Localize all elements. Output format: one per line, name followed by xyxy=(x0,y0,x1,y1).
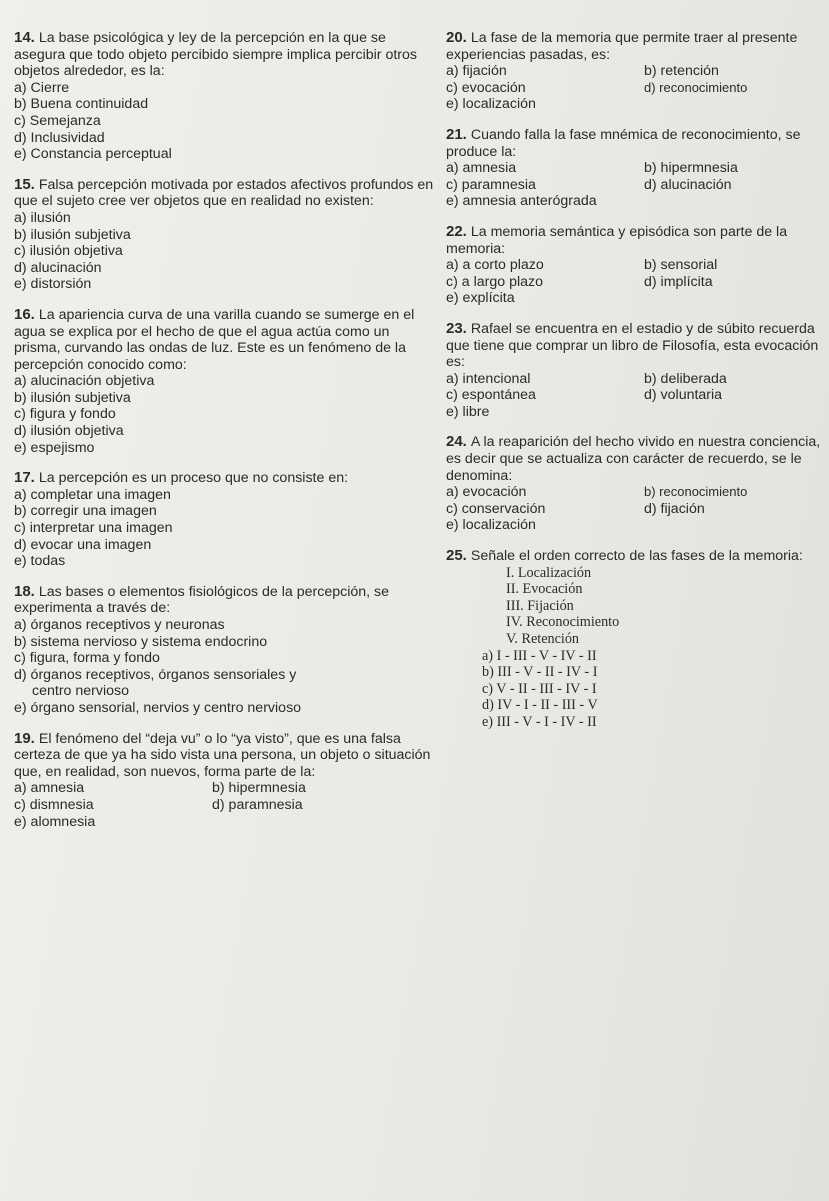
option-a[interactable]: a) amnesia xyxy=(446,160,517,177)
option-a[interactable]: a) fijación xyxy=(446,63,507,80)
option-c[interactable]: c) conservación xyxy=(446,500,546,517)
question-stem: La percepción es un proceso que no consiste en: xyxy=(38,470,349,487)
option-d[interactable]: d) ilusión objetiva xyxy=(14,423,124,440)
option-c[interactable]: c) dismnesia xyxy=(14,796,94,813)
options xyxy=(446,648,824,731)
question-stem: El fenómeno del “deja vu” o lo “ya visto”, que es una falsa certeza de que ya ha sido vista una persona, un objeto o situación que, en realidad, son nuevos, forma parte de la: xyxy=(14,730,431,780)
right-column xyxy=(446,30,824,745)
option-b[interactable]: b) ilusión subjetiva xyxy=(14,389,131,406)
phase-item: I. Localización xyxy=(506,564,592,581)
option-e[interactable]: e) localización xyxy=(446,517,536,534)
question-24 xyxy=(446,434,824,534)
option-d[interactable]: d) alucinación xyxy=(644,176,732,193)
question-number: 24. xyxy=(446,433,467,451)
question-stem: Cuando falla la fase mnémica de reconocimiento, se produce la: xyxy=(446,126,801,160)
option-b[interactable]: b) hipermnesia xyxy=(644,160,738,177)
option-e[interactable]: e) Constancia perceptual xyxy=(14,146,172,163)
option-e[interactable]: e) todas xyxy=(14,553,66,570)
phase-item: IV. Reconocimiento xyxy=(506,614,620,631)
option-b[interactable]: b) III - V - II - IV - I xyxy=(482,664,598,681)
option-e[interactable]: e) alomnesia xyxy=(14,813,96,830)
question-number: 15. xyxy=(14,175,35,193)
question-stem: Las bases o elementos fisiológicos de la percepción, se experimenta a través de: xyxy=(14,583,390,617)
option-b[interactable]: b) sensorial xyxy=(644,257,718,274)
option-e[interactable]: e) III - V - I - IV - II xyxy=(482,713,597,730)
question-stem: La memoria semántica y episódica son parte de la memoria: xyxy=(446,223,788,257)
option-a[interactable]: a) Cierre xyxy=(14,79,70,96)
question-stem: Rafael se encuentra en el estadio y de súbito recuerda que tiene que comprar un libro de Filosofía, esta evocación es: xyxy=(446,320,819,371)
option-b[interactable]: b) sistema nervioso y sistema endocrino xyxy=(14,633,268,650)
option-e[interactable]: e) órgano sensorial, nervios y centro nervioso xyxy=(14,699,302,716)
question-stem: La base psicológica y ley de la percepción en la que se asegura que todo objeto percibido siempre implica percibir otros objetos alrededor, es la: xyxy=(14,30,417,80)
option-c[interactable]: c) interpretar una imagen xyxy=(14,520,173,537)
options xyxy=(446,63,824,113)
option-e[interactable]: e) distorsión xyxy=(14,276,92,293)
options xyxy=(446,484,824,534)
option-d[interactable]: d) implícita xyxy=(644,273,713,290)
question-number: 20. xyxy=(446,29,467,46)
phase-item: V. Retención xyxy=(506,631,580,647)
question-22 xyxy=(446,224,824,307)
question-14 xyxy=(14,30,434,163)
question-number: 21. xyxy=(446,125,467,143)
option-b[interactable]: b) hipermnesia xyxy=(212,780,306,797)
options xyxy=(446,371,824,421)
question-25 xyxy=(446,548,824,731)
phase-list xyxy=(446,565,824,648)
question-number: 23. xyxy=(446,319,467,337)
options xyxy=(14,617,434,717)
option-b[interactable]: b) retención xyxy=(644,63,719,80)
option-d[interactable]: d) IV - I - II - III - V xyxy=(482,697,598,714)
option-c[interactable]: c) ilusión objetiva xyxy=(14,243,123,260)
option-c[interactable]: c) paramnesia xyxy=(446,176,536,193)
option-a[interactable]: a) alucinación objetiva xyxy=(14,373,155,390)
question-17 xyxy=(14,470,434,570)
option-a[interactable]: a) órganos receptivos y neuronas xyxy=(14,617,225,633)
option-d[interactable]: d) reconocimiento xyxy=(644,79,748,95)
options xyxy=(14,487,434,570)
option-e[interactable]: e) amnesia anterógrada xyxy=(446,193,597,210)
option-c[interactable]: c) Semejanza xyxy=(14,112,101,129)
option-a[interactable]: a) intencional xyxy=(446,370,531,387)
option-c[interactable]: c) figura y fondo xyxy=(14,406,116,423)
option-b[interactable]: b) reconocimiento xyxy=(644,484,748,500)
question-number: 25. xyxy=(446,547,467,565)
question-number: 19. xyxy=(14,729,35,747)
option-b[interactable]: b) deliberada xyxy=(644,370,727,387)
option-d[interactable]: d) Inclusividad xyxy=(14,129,105,146)
option-d[interactable]: d) fijación xyxy=(644,500,705,517)
option-c[interactable]: c) V - II - III - IV - I xyxy=(482,680,597,697)
option-d-continuation[interactable]: centro nervioso xyxy=(32,683,129,700)
question-15 xyxy=(14,177,434,293)
option-c[interactable]: c) figura, forma y fondo xyxy=(14,650,160,667)
option-a[interactable]: a) a corto plazo xyxy=(446,257,544,274)
question-number: 17. xyxy=(14,469,35,487)
option-d[interactable]: d) alucinación xyxy=(14,259,102,276)
option-d[interactable]: d) órganos receptivos, órganos sensoriales y xyxy=(14,666,297,683)
option-e[interactable]: e) localización xyxy=(446,96,536,113)
option-b[interactable]: b) Buena continuidad xyxy=(14,96,149,113)
option-c[interactable]: c) evocación xyxy=(446,79,526,96)
question-number: 14. xyxy=(14,29,35,46)
option-a[interactable]: a) I - III - V - IV - II xyxy=(482,647,597,664)
options xyxy=(14,780,434,830)
question-20 xyxy=(446,30,824,113)
question-23 xyxy=(446,321,824,421)
option-d[interactable]: d) evocar una imagen xyxy=(14,536,152,553)
option-e[interactable]: e) libre xyxy=(446,403,490,420)
question-stem: Falsa percepción motivada por estados afectivos profundos en que el sujeto cree ver objetos que en realidad no existen: xyxy=(14,176,434,210)
options xyxy=(446,160,824,210)
left-column xyxy=(14,30,434,844)
option-d[interactable]: d) voluntaria xyxy=(644,387,723,404)
option-e[interactable]: e) explícita xyxy=(446,290,515,307)
options xyxy=(14,373,434,456)
phase-item: II. Evocación xyxy=(506,581,583,598)
question-16 xyxy=(14,307,434,456)
question-stem: A la reaparición del hecho vivido en nuestra conciencia, es decir que se actualiza con carácter de recuerdo, se le denomina: xyxy=(446,434,821,484)
option-a[interactable]: a) ilusión xyxy=(14,209,71,226)
question-number: 22. xyxy=(446,222,467,240)
question-number: 16. xyxy=(14,305,35,323)
option-b[interactable]: b) corregir una imagen xyxy=(14,503,157,520)
question-19 xyxy=(14,731,434,831)
question-21 xyxy=(446,127,824,210)
options xyxy=(14,210,434,293)
option-b[interactable]: b) ilusión subjetiva xyxy=(14,226,131,243)
option-a[interactable]: a) evocación xyxy=(446,484,527,501)
question-stem: La apariencia curva de una varilla cuando se sumerge en el agua se explica por el hecho de que el agua actúa como un prisma, curvando las ondas de luz. Este es un fenómeno de la percepción conocido como: xyxy=(14,306,415,373)
option-d[interactable]: d) paramnesia xyxy=(212,796,303,813)
option-a[interactable]: a) amnesia xyxy=(14,780,85,797)
options xyxy=(446,257,824,307)
option-e[interactable]: e) espejismo xyxy=(14,439,95,456)
options xyxy=(14,80,434,163)
option-c[interactable]: c) a largo plazo xyxy=(446,273,543,290)
question-stem: La fase de la memoria que permite traer al presente experiencias pasadas, es: xyxy=(446,30,798,63)
question-stem: Señale el orden correcto de las fases de la memoria: xyxy=(470,548,803,565)
question-18 xyxy=(14,584,434,717)
option-a[interactable]: a) completar una imagen xyxy=(14,486,171,503)
question-number: 18. xyxy=(14,582,35,600)
option-c[interactable]: c) espontánea xyxy=(446,387,536,404)
phase-item: III. Fijación xyxy=(506,597,574,614)
